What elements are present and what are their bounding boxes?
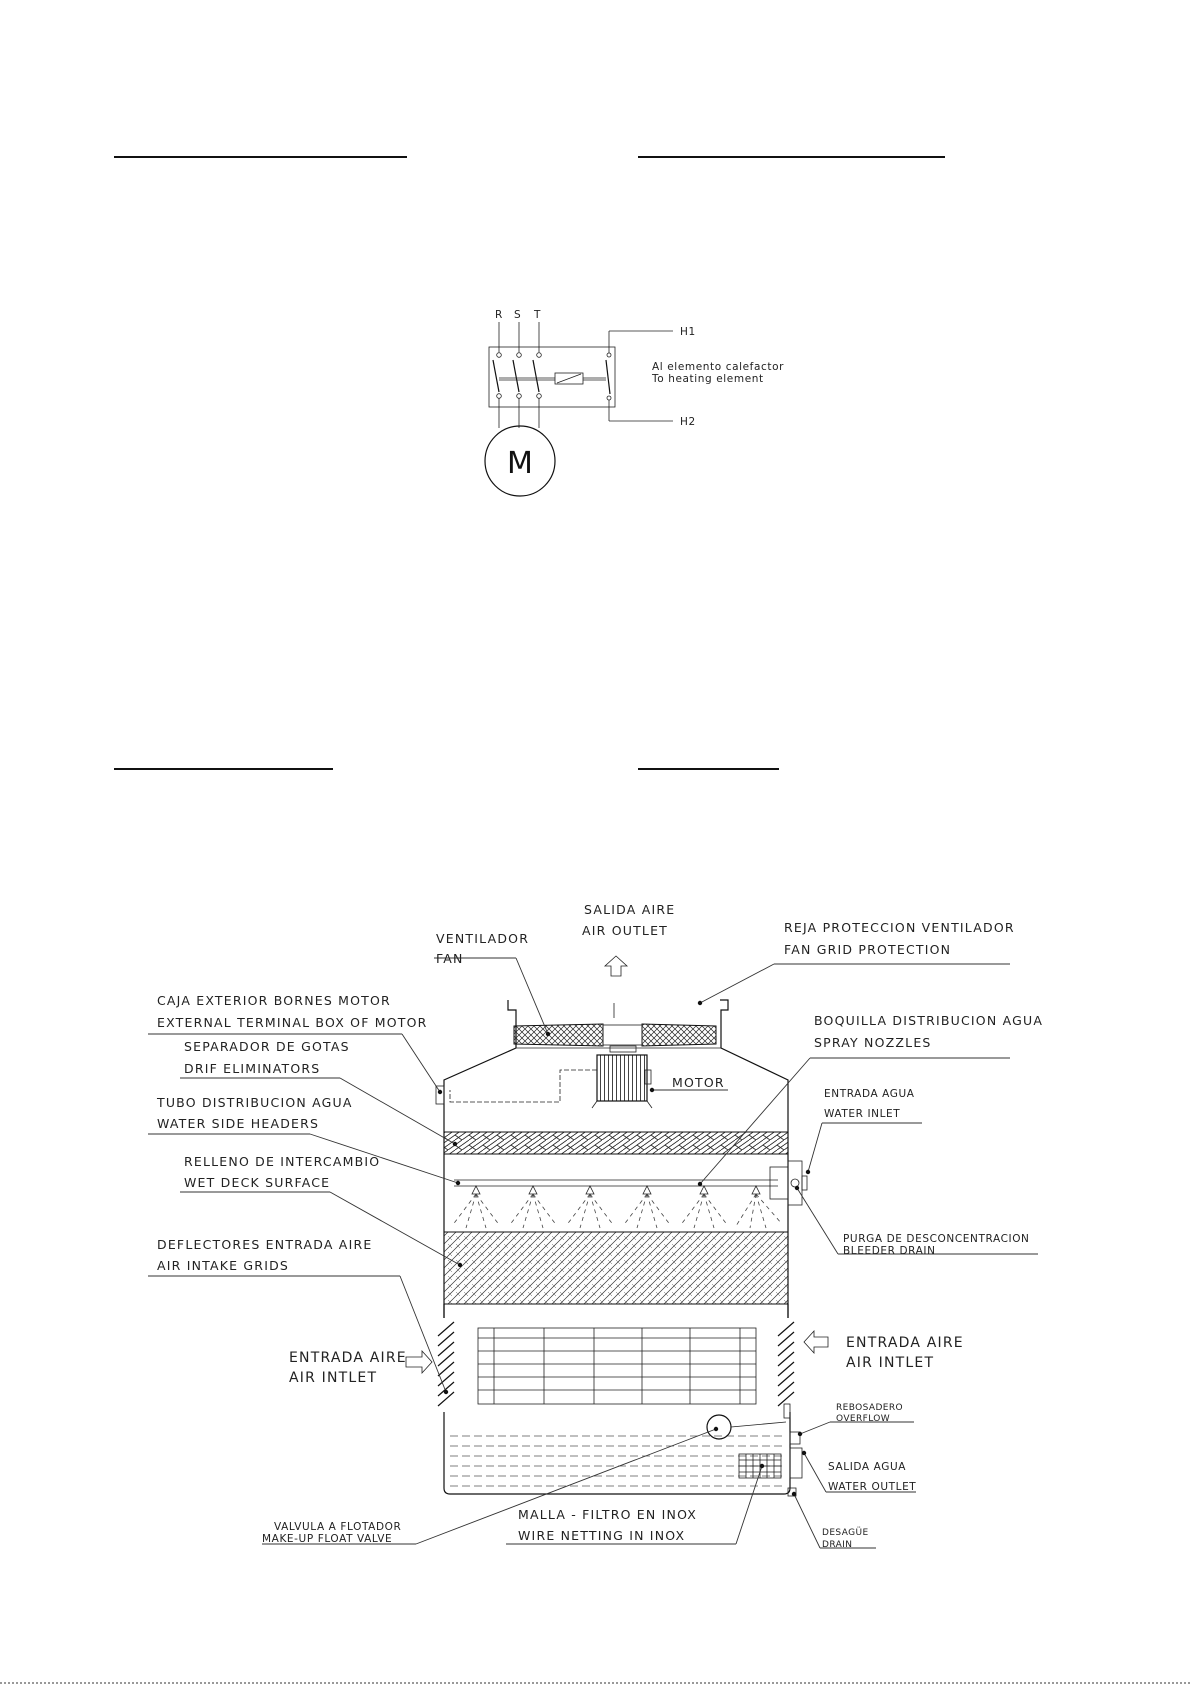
wiring-diagram [485, 309, 784, 496]
label-overflow-es: REBOSADERO [836, 1403, 904, 1413]
air-inlet-arrow-left [406, 1351, 432, 1373]
label-drain-es: DESAGÜE [822, 1528, 869, 1538]
label-air-inlet-left-es: ENTRADA AIRE [289, 1350, 407, 1366]
label-drain-en: DRAIN [822, 1540, 853, 1550]
label-air-outlet-en: AIR OUTLET [582, 923, 669, 938]
label-fan-es: VENTILADOR [436, 931, 530, 946]
label-wet-deck-es: RELLENO DE INTERCAMBIO [184, 1154, 381, 1169]
label-wet-deck-en: WET DECK SURFACE [184, 1175, 331, 1190]
inner-grid [478, 1328, 756, 1404]
drift-eliminators [444, 1132, 788, 1154]
contactor-box [489, 347, 615, 407]
label-spray-nozzles-es: BOQUILLA DISTRIBUCION AGUA [814, 1013, 1044, 1028]
label-drift-en: DRIF ELIMINATORS [184, 1061, 321, 1076]
label-air-inlet-right-es: ENTRADA AIRE [846, 1335, 964, 1351]
label-fan-grid-en: FAN GRID PROTECTION [784, 942, 952, 957]
cooling-tower-diagram [148, 902, 1043, 1550]
float-valve [707, 1415, 731, 1439]
fan-blade-right [642, 1024, 716, 1046]
label-air-inlet-left-en: AIR INTLET [289, 1370, 378, 1386]
label-headers-es: TUBO DISTRIBUCION AGUA [157, 1095, 353, 1110]
label-bleeder-en: BLEEDER DRAIN [843, 1245, 936, 1257]
basin-water [450, 1436, 784, 1486]
label-bleeder-es: PURGA DE DESCONCENTRACION [843, 1233, 1030, 1245]
label-float-valve-es: VALVULA A FLOTADOR [274, 1521, 402, 1533]
fan-motor [597, 1055, 647, 1101]
label-mesh-en: WIRE NETTING IN INOX [518, 1528, 686, 1543]
h1-label: H1 [680, 326, 696, 338]
label-air-inlet-right-en: AIR INTLET [846, 1355, 935, 1371]
heater-label-es: Al elemento calefactor [652, 361, 785, 373]
label-motor: MOTOR [672, 1075, 725, 1090]
water-outlet-fitting [790, 1448, 802, 1478]
label-terminal-box-es: CAJA EXTERIOR BORNES MOTOR [157, 993, 391, 1008]
spray-pattern [452, 1194, 782, 1228]
label-overflow-en: OVERFLOW [836, 1414, 891, 1424]
label-mesh-es: MALLA - FILTRO EN INOX [518, 1507, 698, 1522]
heater-label-en: To heating element [652, 373, 764, 385]
label-fan-grid-es: REJA PROTECCION VENTILADOR [784, 920, 1015, 935]
label-water-inlet-es: ENTRADA AGUA [824, 1088, 915, 1100]
air-inlet-arrow-right [804, 1331, 828, 1353]
h2-label: H2 [680, 416, 696, 428]
phase-t-label: T [534, 309, 542, 321]
water-basin [444, 1412, 790, 1494]
label-terminal-box-en: EXTERNAL TERMINAL BOX OF MOTOR [157, 1015, 428, 1030]
phase-r-label: R [495, 309, 503, 321]
motor-symbol-label: M [507, 446, 533, 481]
label-float-valve-en: MAKE-UP FLOAT VALVE [262, 1533, 393, 1545]
fan-blade-left [514, 1024, 603, 1046]
spray-nozzles [472, 1186, 760, 1194]
label-headers-en: WATER SIDE HEADERS [157, 1116, 320, 1131]
label-intake-grids-es: DEFLECTORES ENTRADA AIRE [157, 1237, 373, 1252]
terminal-box [436, 1086, 444, 1104]
wet-deck-fill [444, 1232, 788, 1304]
water-inlet-flange [770, 1167, 788, 1199]
label-spray-nozzles-en: SPRAY NOZZLES [814, 1035, 932, 1050]
label-water-outlet-es: SALIDA AGUA [828, 1461, 907, 1473]
label-intake-grids-en: AIR INTAKE GRIDS [157, 1258, 290, 1273]
label-air-outlet-es: SALIDA AIRE [584, 902, 676, 917]
phase-s-label: S [514, 309, 522, 321]
label-water-outlet-en: WATER OUTLET [828, 1481, 917, 1493]
label-fan-en: FAN [436, 951, 464, 966]
label-drift-es: SEPARADOR DE GOTAS [184, 1039, 350, 1054]
air-outlet-arrow [605, 956, 627, 976]
label-water-inlet-en: WATER INLET [824, 1108, 901, 1120]
